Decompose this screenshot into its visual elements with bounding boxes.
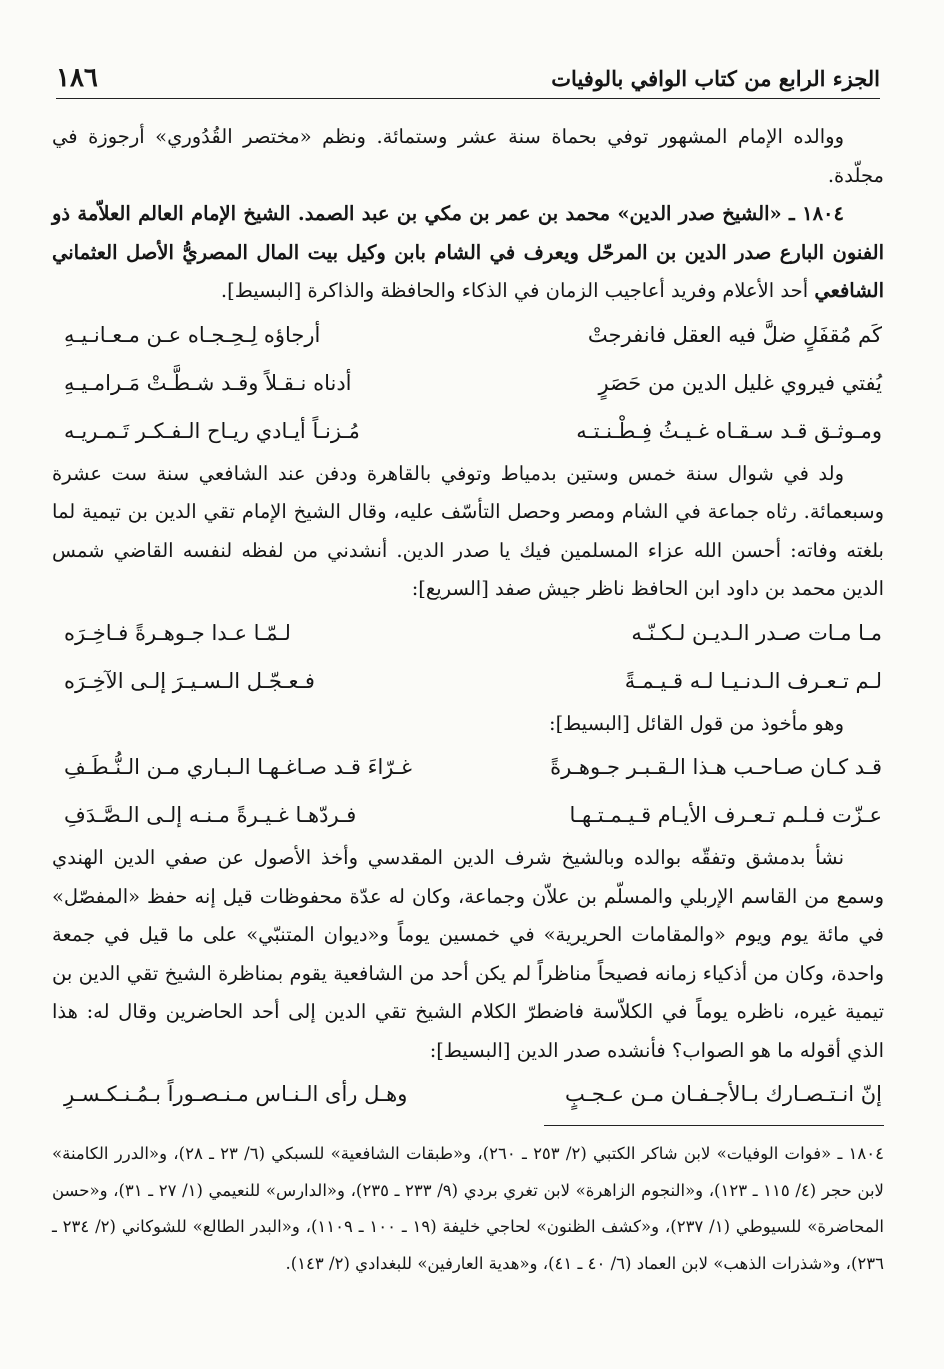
hemistich: مـا مـات صـدر الـديـن لـكـنّـه (631, 620, 882, 645)
footnote-divider (544, 1125, 884, 1126)
hemistich: ومـوثـق قـد سـقـاه غـيـثُ فِـطْـنـتـه (576, 418, 882, 443)
verse-block-1 (52, 311, 884, 455)
entry-1804 (52, 195, 884, 311)
hemistich: لـمّـا عـدا جـوهـرةً فـاخِـرَه (64, 620, 291, 645)
hemistich: لـم تـعـرف الـدنـيـا لـه قـيـمـةً (624, 668, 882, 693)
verse-line (52, 359, 884, 407)
page-number: ١٨٦ (56, 63, 98, 93)
paragraph-4: وهو مأخوذ من قول القائل [البسيط]: (549, 711, 844, 735)
hemistich: أرجاؤه لِـحِـجـاه عـن مـعـانـيـهِ (64, 322, 321, 347)
hemistich: فـعـجّـل الـسـيـرَ إلـى الآخِـرَه (64, 668, 315, 693)
verse-line (52, 311, 884, 359)
verse-line (52, 791, 884, 839)
hemistich: فـردّهـا غـيـرةً مـنـه إلـى الـصَّـدَفِ (64, 803, 357, 827)
paragraph-5: نشأ بدمشق وتفقّه بوالده وبالشيخ شرف الدين المقدسي وأخذ الأصول عن صفي الدين الهندي وسمع من القاسم الإربلي والمسلّم بن علاّن وجماعة، وكان له عدّة محفوظات قيل إنه حفظ «المفصّل» في مائة يوم ويوم «والمقامات الحريرية» في خمسين يوماً و«ديوان المتنبّي» على ما قيل في جمعة واحدة، وكان من أذكياء زمانه فصيحاً مناظراً لم يكن أحد من الشافعية يقوم بمناظرة الشيخ تقي الدين بن تيمية غيره، ناظره يوماً في الكلاّسة فاضطرّ الكلام الشيخ تقي الدين إلى أحد الحاضرين وقال له: هذا الذي أقوله ما هو الصواب؟ فأنشده صدر الدين [البسيط]: (52, 846, 884, 1062)
hemistich: قـد كـان صـاحـب هـذا الـقـبـر جـوهـرةً (550, 755, 882, 779)
verse-line (52, 407, 884, 455)
hemistich: وهـل رأى الـنـاس مـنـصـوراً بـمُـنـكـسـرِ (64, 1082, 408, 1106)
running-title: الجزء الرابع من كتاب الوافي بالوفيات (551, 65, 880, 91)
verse-line (52, 657, 884, 705)
verse-line (52, 743, 884, 791)
entry-heading: ١٨٠٤ ـ «الشيخ صدر الدين» محمد بن عمر بن مكي بن عبد الصمد. الشيخ الإمام العالم العلاّمة ذو الفنون البارع صدر الدين بن المرحّل ويعرف في الشام بابن وكيل بيت المال المصريُّ الأصل العثماني الشافعي (52, 202, 884, 302)
paragraph-3: ولد في شوال سنة خمس وستين بدمياط وتوفي بالقاهرة ودفن عند الشافعي سنة ست عشرة وسبعمائة. رثاه جماعة في الشام ومصر وحصل التأسّف عليه، وقال الشيخ الإمام تقي الدين بن تيمية لما بلغته وفاته: أحسن الله عزاء المسلمين فيك يا صدر الدين. أنشدني من لفظه لنفسه القاضي شمس الدين محمد بن داود ابن الحافظ ناظر جيش صفد [السريع]: (52, 461, 884, 600)
verse-block-2 (52, 609, 884, 705)
hemistich: إنّ انـتـصـارك بـالأجـفـان مـن عـجـبٍ (565, 1082, 882, 1106)
hemistich: كَم مُقفَلٍ ضلَّ فيه العقل فانفرجتْ (587, 322, 882, 347)
hemistich: عـزّت فـلـم تـعـرف الأيـام قـيـمـتـهـا (569, 803, 882, 827)
main-text (52, 118, 884, 1118)
footnote: ١٨٠٤ ـ «فوات الوفيات» لابن شاكر الكتبي (٢/ ٢٥٣ ـ ٢٦٠)، و«طبقات الشافعية» للسبكي (٦/ ٢٣ ـ ٢٨)، و«الدرر الكامنة» لابن حجر (٤/ ١١٥ ـ ١٢٣)، و«النجوم الزاهرة» لابن تغري بردي (٩/ ٢٣٣ ـ ٢٣٥)، و«الدارس» للنعيمي (١/ ٢٧ ـ ٣١)، و«حسن المحاضرة» للسيوطي (١/ ٢٣٧)، و«كشف الظنون» لحاجي خليفة (١٩ ـ ١٠٠ ـ ١١٠٩)، و«البدر الطالع» للشوكاني (٢/ ٢٣٤ ـ ٢٣٦)، و«شذرات الذهب» لابن العماد (٦/ ٤٠ ـ ٤١)، و«هدية العارفين» للبغدادي (٢/ ١٤٣). (52, 1144, 884, 1273)
verse-block-3 (52, 743, 884, 839)
hemistich: يُفتي فيروي غليل الدين من حَصَرٍ (598, 370, 882, 395)
hemistich: غـرّاءَ قـد صـاغـهـا الـبـاري مـن الـنُّـطَـفِ (64, 755, 412, 779)
verse-line (52, 1070, 884, 1118)
page-header (56, 58, 880, 99)
verse-block-4 (52, 1070, 884, 1118)
hemistich: أدناه نـقـلاً وقـد شـطَّـتْ مَـرامـيـهِ (64, 370, 352, 395)
entry-text: أحد الأعلام وفريد أعاجيب الزمان في الذكاء والحافظة والذاكرة [البسيط]. (220, 279, 815, 302)
paragraph-1: ووالده الإمام المشهور توفي بحماة سنة عشر وستمائة. ونظم «مختصر القُدُوري» أرجوزة في مجلّدة. (52, 125, 884, 187)
verse-line (52, 609, 884, 657)
hemistich: مُـزنـاً أيـادي ريـاح الـفـكـر تَـمـريـه (64, 418, 360, 443)
